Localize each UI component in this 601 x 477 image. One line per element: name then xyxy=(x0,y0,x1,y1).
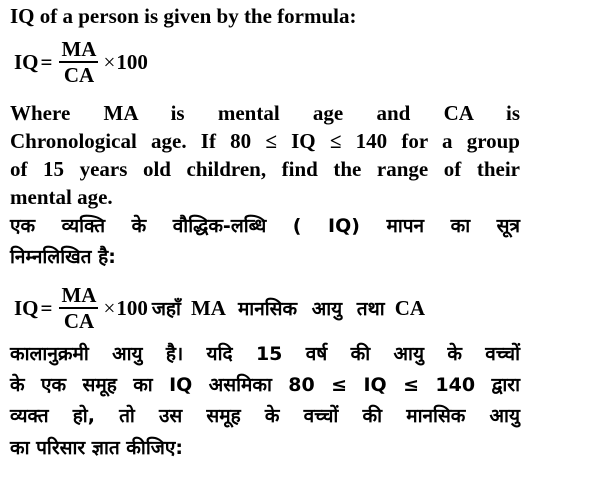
formula-denominator: CA xyxy=(63,63,95,87)
english-para-line: mental age. xyxy=(10,185,113,209)
english-para-line: Where MA is mental age and CA is xyxy=(10,101,520,125)
formula-times: × xyxy=(103,49,116,74)
hindi-mental-age-and: मानसिक आयु तथा xyxy=(237,298,385,320)
formula-equals: = xyxy=(40,49,53,74)
formula-fraction xyxy=(59,38,98,86)
hindi-para-line: कालानुक्रमी आयु है। यदि 15 वर्ष की आयु के वच्चों xyxy=(10,343,520,365)
hindi-para-line: का परिसार ज्ञात कीजिए: xyxy=(10,437,183,459)
formula-lhs: IQ xyxy=(14,295,39,320)
suffix-ca: CA xyxy=(394,295,426,320)
formula-numerator: MA xyxy=(61,37,97,61)
formula-suffix-text xyxy=(152,295,425,321)
english-para-line: of 15 years old children, find the range of their xyxy=(10,157,520,181)
hindi-jahan: जहाँ xyxy=(151,298,181,320)
formula-denominator: CA xyxy=(63,309,95,333)
hindi-para-line: के एक समूह का IQ असमिका 80 ≤ IQ ≤ 140 द्वारा xyxy=(10,374,520,396)
iq-formula-english xyxy=(14,38,148,86)
iq-formula-hindi xyxy=(14,284,425,332)
formula-multiplier: 100 xyxy=(116,49,148,74)
hindi-intro-line: एक व्यक्ति के वौद्धिक-लब्धि ( IQ) मापन का सूत्र xyxy=(10,215,520,237)
formula-equals: = xyxy=(40,295,53,320)
hindi-intro-line: निम्नलिखित है: xyxy=(10,246,116,268)
formula-fraction xyxy=(59,284,98,332)
formula-numerator: MA xyxy=(61,283,97,307)
hindi-para-line: व्यक्त हो, तो उस समूह के वच्चों की मानसिक आयु xyxy=(10,405,520,427)
formula-multiplier: 100 xyxy=(116,295,148,320)
english-intro: IQ of a person is given by the formula: xyxy=(10,4,357,28)
english-para-line: Chronological age. If 80 ≤ IQ ≤ 140 for a group xyxy=(10,129,520,153)
formula-times: × xyxy=(103,295,116,320)
formula-lhs: IQ xyxy=(14,49,39,74)
suffix-ma: MA xyxy=(190,295,226,320)
